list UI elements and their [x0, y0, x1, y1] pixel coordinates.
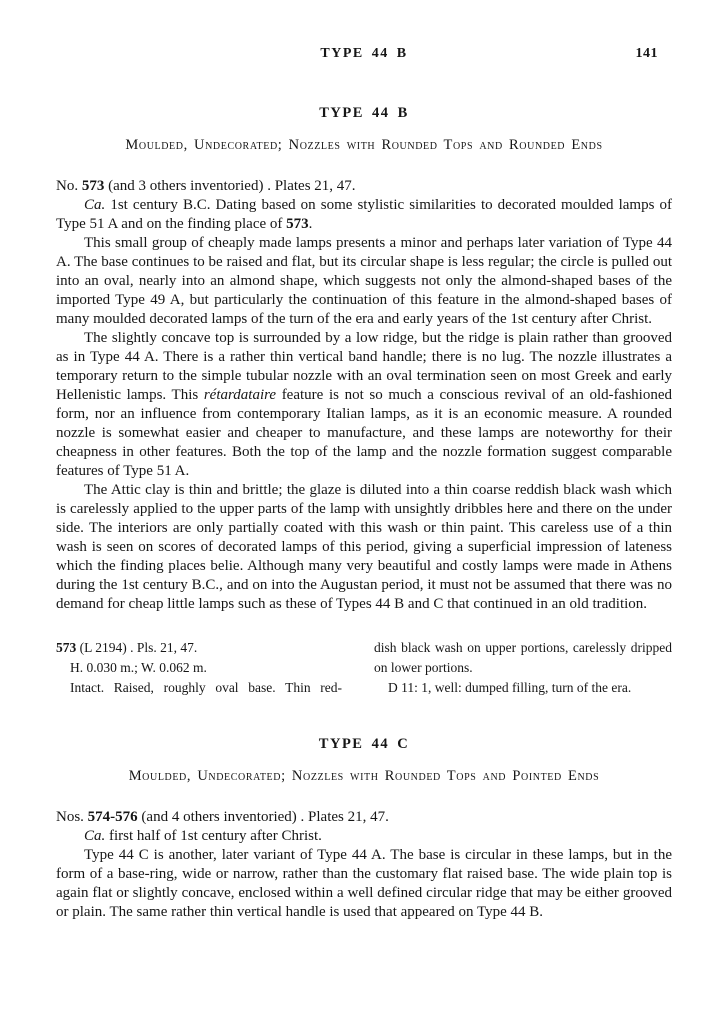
page-number: 141 — [635, 46, 658, 61]
page-header — [56, 46, 672, 63]
body-paragraph-44c: Type 44 C is another, later variant of Type 44 A. The base is circular in these lamps, but in the form of a base-ring, wide or narrow, rather than the customary flat raised base. The wide plain top is again flat or slightly concave, enclosed within a well defined circular ridge that may be either grooved or plain. The same rather thin vertical handle is used that appeared on Type 44 B. — [56, 847, 672, 920]
entry-description-start: Intact. Raised, roughly oval base. Thin red- — [70, 680, 342, 695]
entry-head-line — [56, 638, 342, 658]
dating-text: 1st century B.C. Dating based on some stylistic similarities to decorated moulded lamps of Type 51 A and on the finding place of — [56, 197, 672, 232]
ref-prefix: No. — [56, 178, 79, 194]
catalog-number: 573 — [81, 178, 105, 194]
dating-text-c: first half of 1st century after Christ. — [109, 828, 322, 844]
paragraph-2-before: The slightly concave top is surrounded by a low ridge, but the ridge is plain rather than grooved as in Type 44 A. There is a rather thin vertical band handle; there is no lug. The nozzle illustrates a temporary return to the simple tubular nozzle with an oval termination seen on most Greek and early Hellenistic lamps. This — [56, 330, 672, 403]
entry-dimensions: H. 0.030 m.; W. 0.062 m. — [70, 660, 207, 675]
circa-abbrev-c: Ca. — [84, 828, 106, 844]
section-type-44c — [56, 736, 672, 922]
entry-column-right — [374, 638, 672, 698]
section-title-44b: TYPE 44 B — [319, 105, 409, 121]
running-title: TYPE 44 B — [320, 46, 408, 61]
entry-description-continued: dish black wash on upper portions, carelessly dripped on lower portions. — [374, 640, 672, 675]
dating-paragraph-44c — [56, 827, 672, 846]
entry-head-rest: (L 2194) . Pls. 21, 47. — [79, 640, 198, 655]
ref-rest: (and 3 others inventoried) . Plates 21, 47. — [108, 178, 356, 194]
body-paragraph-3: The Attic clay is thin and brittle; the glaze is diluted into a thin coarse reddish black wash which is carelessly applied to the upper parts of the lamp with unsightly dribbles here and there on the under side. The interiors are only partially coated with this wash or thin paint. This careless use of a thin wash is seen on scores of decorated lamps of this period, giving a superficial impression of lateness which the finding places belie. Although many very beautiful and costly lamps were made in Athens during the 1st century B.C., and on into the Augustan period, it must not be assumed that there was no demand for cheap little lamps such as these of Types 44 B and C that continued in an old tradition. — [56, 482, 672, 612]
entry-number: 573 — [56, 640, 77, 655]
catalog-ref-line-44c — [56, 808, 672, 827]
ref-prefix-c: Nos. — [56, 809, 84, 825]
catalog-entry-573 — [56, 638, 672, 698]
section-subtitle-44b: Moulded, Undecorated; Nozzles with Rounded Tops and Rounded Ends — [125, 137, 603, 153]
dating-paragraph-44b — [56, 196, 672, 234]
section-type-44b — [56, 105, 672, 698]
entry-provenance: D 11: 1, well: dumped filling, turn of the era. — [388, 680, 632, 695]
ref-rest-c: (and 4 others inventoried) . Plates 21, 47. — [141, 809, 389, 825]
body-paragraph-1: This small group of cheaply made lamps presents a minor and perhaps later variation of Type 44 A. The base continues to be raised and flat, but its circular shape is less regular; the circle is pulled out into an oval, nearly into an almond shape, which suggests not only the almond-shaped bases of the imported Type 49 A, but particularly the continuation of this feature in the almond-shaped bases of many moulded decorated lamps of the turn of the era and early years of the 1st century after Christ. — [56, 235, 672, 327]
entry-column-left — [56, 638, 342, 698]
catalog-ref-line-44b — [56, 177, 672, 196]
body-paragraph-2 — [56, 329, 672, 481]
circa-abbrev: Ca. — [84, 197, 106, 213]
catalog-numbers-c: 574-576 — [87, 809, 138, 825]
section-title-44c: TYPE 44 C — [318, 736, 410, 752]
section-subtitle-44c: Moulded, Undecorated; Nozzles with Rounded Tops and Pointed Ends — [128, 768, 600, 784]
paragraph-2-italic-term: rétardataire — [203, 387, 277, 403]
dating-catalog-number: 573 — [286, 216, 309, 232]
paragraph-2-after: feature is not so much a conscious revival of an old-fashioned form, nor an influence from contemporary Italian lamps, as it is an economic measure. A rounded nozzle is somewhat easier and cheaper to manufacture, and these lamps are noteworthy for their cheapness in other features. Both the top of the lamp and the nozzle formation suggest comparable features of Type 51 A. — [56, 387, 672, 479]
dating-period: . — [308, 216, 313, 232]
